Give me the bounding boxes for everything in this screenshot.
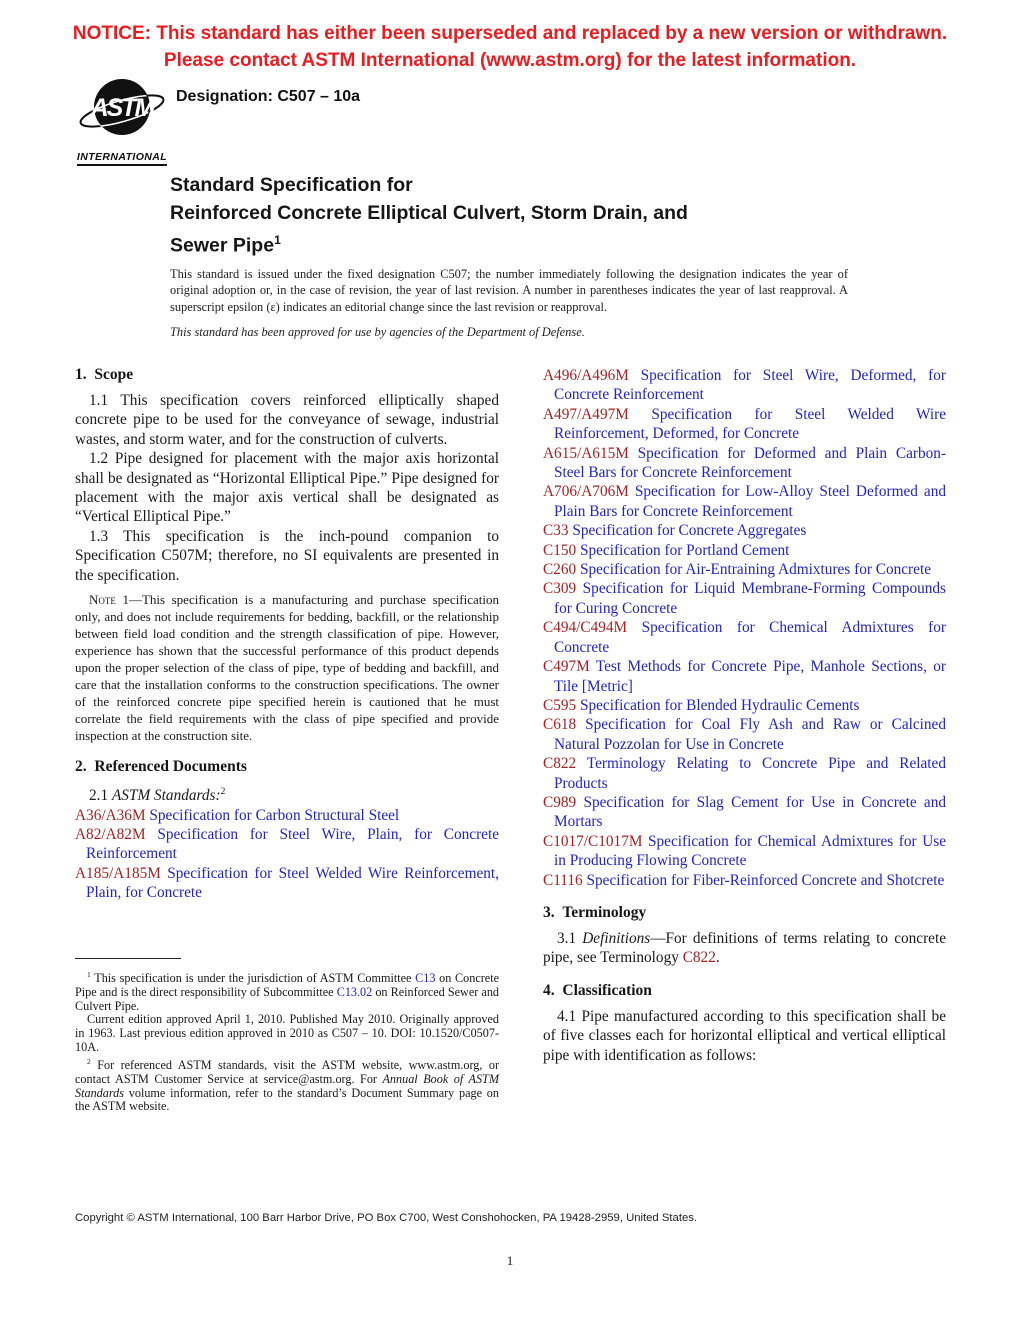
reference-item — [543, 696, 946, 715]
note-label: Note — [89, 592, 116, 608]
reference-item — [543, 366, 946, 405]
footnote-divider — [75, 958, 181, 959]
reference-item — [543, 541, 946, 560]
note-1-text: This specification is a manufacturing and purchase specification only, and does not include requirements for bedding, backfill, or the relationship between field load condition and the strength classification of pipe. However, experience has shown that the successful performance of this product depends upon the proper selection of the class of pipe, type of bedding and backfill, and care that the installation conforms to the construction specifications. The owner of the reinforced concrete pipe specified herein is cautioned that he must correlate the field requirements with the class of pipe specified and provide inspection at the construction site. — [75, 592, 500, 744]
annual-book-title: Annual Book of ASTM Standards — [75, 1071, 499, 1100]
reference-item — [543, 405, 946, 444]
reference-item — [543, 832, 946, 871]
reference-item — [543, 754, 946, 793]
c822-link[interactable]: C822 — [682, 949, 716, 967]
reference-code-link[interactable]: C260 — [543, 561, 577, 579]
reference-item — [543, 618, 946, 657]
reference-title-link[interactable]: Specification for Chemical Admixtures for Concrete — [554, 619, 946, 656]
reference-item — [543, 444, 946, 483]
reference-title-link[interactable]: Specification for Slag Cement for Use in Concrete and Mortars — [554, 793, 947, 831]
reference-item — [75, 806, 499, 825]
reference-title-link[interactable]: Specification for Steel Welded Wire Reinforcement, Deformed, for Concrete — [554, 405, 947, 443]
paragraph-3-1: 3.1 Definitions—For definitions of terms relating to concrete pipe, see Terminology C822. — [543, 929, 946, 967]
reference-title-link[interactable]: Specification for Steel Wire, Plain, for Concrete Reinforcement — [86, 825, 499, 863]
reference-code-link[interactable]: C595 — [543, 696, 577, 714]
reference-item — [543, 793, 946, 832]
reference-item — [543, 482, 946, 521]
paragraph-1-2: 1.2 Pipe designed for placement with the major axis horizontal shall be designated as “Horizontal Elliptical Pipe.” Pipe designed for placement with the major axis vertical shall be designated as “Vertical Elliptical Pipe.” — [75, 450, 499, 526]
reference-code-link[interactable]: C1116 — [543, 871, 583, 889]
page-number: 1 — [506, 1253, 514, 1268]
reference-list-right — [543, 366, 946, 890]
footnote-2: $^2$ For referenced ASTM standards, visit the ASTM website, www.astm.org, or contact ASTM Customer Service at service@astm.org. For Annual Book of ASTM Standards volume information, refer to the standard’s Document Summary page on the ASTM website. — [75, 1056, 500, 1114]
reference-code-link[interactable]: A36/A36M — [75, 806, 146, 824]
notice-line-1: NOTICE: This standard has either been superseded and replaced by a new version or withdrawn. — [72, 23, 948, 44]
reference-title-link[interactable]: Test Methods for Concrete Pipe, Manhole Sections, or Tile [Metric] — [554, 658, 946, 695]
reference-item — [543, 871, 946, 890]
dod-approval-note: This standard has been approved for use by agencies of the Department of Defense. — [170, 325, 585, 339]
section-1-heading: 1. Scope — [75, 366, 134, 383]
reference-code-link[interactable]: A497/A497M — [543, 405, 629, 423]
reference-item — [75, 864, 499, 903]
supersession-notice — [0, 20, 1020, 74]
reference-title-link[interactable]: Specification for Concrete Aggregates — [572, 522, 807, 540]
reference-code-link[interactable]: C33 — [543, 522, 569, 540]
reference-title-link[interactable]: Specification for Low-Alloy Steel Deformed and Plain Bars for Concrete Reinforcement — [554, 483, 946, 520]
astm-globe-icon — [78, 78, 166, 142]
reference-code-link[interactable]: A82/A82M — [75, 825, 146, 843]
right-column — [543, 366, 946, 1065]
reference-title-link[interactable]: Specification for Coal Fly Ash and Raw or Calcined Natural Pozzolan for Use in Concrete — [554, 716, 946, 753]
reference-code-link[interactable]: C309 — [543, 580, 577, 598]
note-1: Note 1—This specification is a manufacturing and purchase specification only, and does not include requirements for bedding, backfill, or the relationship between field load condition and the strength classification of pipe. However, experience has shown that the successful performance of this product depends upon the proper selection of the class of pipe, type of bedding and backfill, and care that the installation conforms to the construction specifications. The owner of the reinforced concrete pipe specified herein is cautioned that he must correlate the field requirements with the class of pipe specified and provide inspection at the construction site. — [75, 592, 500, 744]
astm-logo-international: INTERNATIONAL — [77, 151, 167, 166]
issuance-preamble: This standard is issued under the fixed designation C507; the number immediately following the designation indicates the year of original adoption or, in the case of revision, the year of last revision. A number in parentheses indicates the year of last reapproval. A superscript epsilon (ε) indicates an editorial change since the last revision or reapproval. — [170, 267, 848, 314]
reference-code-link[interactable]: A185/A185M — [75, 864, 161, 882]
reference-item — [543, 560, 946, 579]
paragraph-1-1: 1.1 This specification covers reinforced elliptically shaped concrete pipe to be used for the conveyance of sewage, industrial wastes, and storm water, and for the construction of culverts. — [75, 392, 499, 448]
document-title — [170, 172, 890, 260]
paragraph-2-1: 2.1 ASTM Standards:$^2$ — [89, 787, 226, 805]
astm-logo — [76, 78, 168, 166]
reference-item — [75, 825, 499, 864]
astm-logo-text: ASTM — [90, 94, 154, 122]
footnote-1: $^1$ This specification is under the jurisdiction of ASTM Committee C13 on Concrete Pipe and is the direct responsibility of Subcommittee C13.02 on Reinforced Sewer and Culvert Pipe. — [75, 970, 500, 1013]
title-footnote-marker[interactable]: 1 — [274, 233, 281, 247]
reference-title-link[interactable]: Specification for Steel Welded Wire Reinforcement, Plain, for Concrete — [86, 864, 499, 902]
reference-item — [543, 657, 946, 696]
reference-item — [543, 521, 946, 540]
reference-title-link[interactable]: Specification for Carbon Structural Steel — [149, 806, 400, 824]
left-column — [75, 366, 499, 903]
astm-standards-label: ASTM Standards: — [111, 787, 221, 805]
footnotes-block — [75, 958, 499, 1114]
reference-title-link[interactable]: Specification for Blended Hydraulic Cements — [579, 696, 860, 714]
reference-title-link[interactable]: Specification for Portland Cement — [579, 541, 790, 559]
reference-title-link[interactable]: Specification for Chemical Admixtures for Use in Producing Flowing Concrete — [554, 832, 946, 870]
section-2-heading: 2. Referenced Documents — [75, 758, 247, 776]
reference-code-link[interactable]: C494/C494M — [543, 619, 628, 637]
reference-title-link[interactable]: Terminology Relating to Concrete Pipe and Related Products — [554, 755, 946, 792]
title-line-1: Standard Specification for — [170, 174, 413, 196]
reference-code-link[interactable]: A706/A706M — [543, 483, 629, 501]
reference-item — [543, 579, 946, 618]
designation: Designation: C507 – 10a — [176, 88, 361, 105]
title-line-3: Sewer Pipe$^1$ — [170, 233, 281, 257]
footnote-2-marker[interactable]: 2 — [220, 787, 226, 798]
reference-title-link[interactable]: Specification for Air-Entraining Admixtures for Concrete — [579, 561, 931, 579]
paragraph-1-3: 1.3 This specification is the inch-pound companion to Specification C507M; therefore, no SI equivalents are presented in the specification. — [75, 527, 499, 584]
title-line-2: Reinforced Concrete Elliptical Culvert, Storm Drain, and — [170, 201, 688, 224]
reference-code-link[interactable]: C497M — [543, 658, 590, 676]
reference-code-link[interactable]: C989 — [543, 793, 577, 811]
copyright-line: Copyright © ASTM International, 100 Barr Harbor Drive, PO Box C700, West Conshohocken, PA 19428-2959, United States. — [75, 1212, 698, 1224]
reference-code-link[interactable]: C1017/C1017M — [543, 832, 643, 850]
reference-code-link[interactable]: A496/A496M — [543, 367, 629, 384]
reference-code-link[interactable]: C618 — [543, 716, 577, 734]
committee-c13-link[interactable]: C13 — [415, 971, 436, 986]
reference-code-link[interactable]: A615/A615M — [543, 444, 629, 462]
reference-title-link[interactable]: Specification for Liquid Membrane-Forming Compounds for Curing Concrete — [554, 580, 947, 617]
section-4-heading: 4. Classification — [543, 981, 652, 999]
reference-title-link[interactable]: Specification for Fiber-Reinforced Concrete and Shotcrete — [586, 871, 945, 889]
section-3-heading: 3. Terminology — [543, 903, 647, 921]
paragraph-4-1: 4.1 Pipe manufactured according to this specification shall be of five classes each for horizontal elliptical and vertical elliptical pipe with identification as follows: — [543, 1007, 946, 1064]
subcommittee-c13-02-link[interactable]: C13.02 — [336, 984, 373, 999]
reference-code-link[interactable]: C150 — [543, 541, 577, 559]
reference-code-link[interactable]: C822 — [543, 755, 577, 773]
reference-title-link[interactable]: Specification for Deformed and Plain Carbon-Steel Bars for Concrete Reinforcement — [554, 444, 946, 482]
reference-item — [543, 715, 946, 754]
reference-title-link[interactable]: Specification for Steel Wire, Deformed, for Concrete Reinforcement — [554, 367, 946, 404]
footnote-1-edition: Current edition approved April 1, 2010. Published May 2010. Originally approved in 1963. Last previous edition approved in 2010 as C507 – 10. DOI: 10.1520/C0507-10A. — [75, 1012, 499, 1055]
reference-list-left — [75, 806, 499, 903]
notice-line-2: Please contact ASTM International (www.astm.org) for the latest information. — [163, 50, 857, 71]
definitions-term: Definitions — [582, 929, 651, 947]
